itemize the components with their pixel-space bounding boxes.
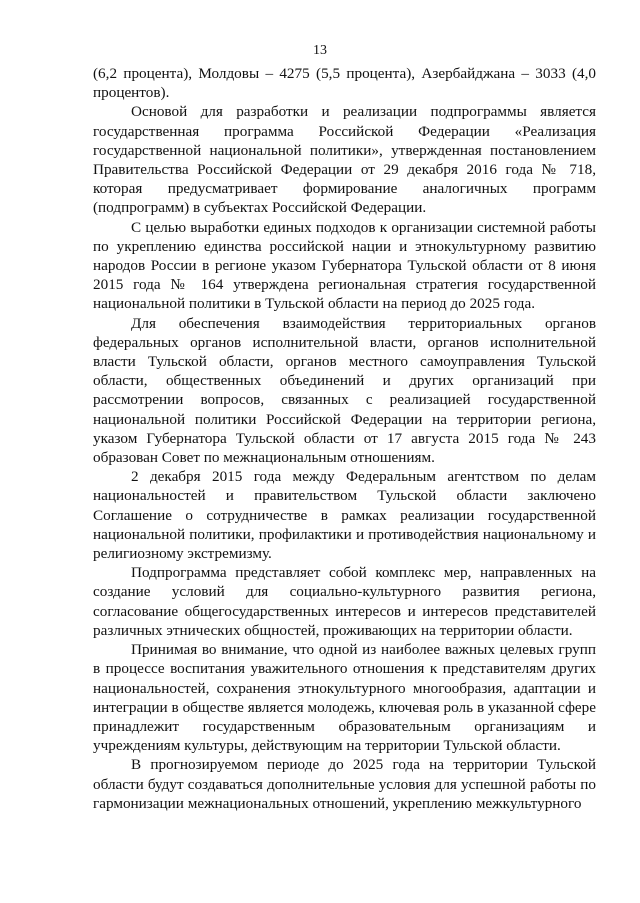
paragraph-forecast: В прогнозируемом периоде до 2025 года на территории Тульской области будут создаваться дополнительные условия для успешной работы по гармонизации межнациональных отношений, укреплению межкультурного [93,756,596,812]
paragraph-subprogram-definition: Подпрограмма представляет собой комплекс мер, направленных на создание условий для социально-культурного развития региона, согласование общегосударственных интересов и интересов представителей различных этнических общностей, проживающих на территории области. [93,564,596,639]
page-number: 13 [313,43,327,58]
document-body [93,64,596,813]
paragraph-program-basis: Основой для разработки и реализации подпрограммы является государственная программа Российской Федерации «Реализация государственной национальной политики», утвержденная постановлением Правительства Российской Федерации от 29 декабря 2016 года № 718, которая предусматривает формирование аналогичных программ (подпрограмм) в субъектах Российской Федерации. [93,103,596,217]
paragraph-youth: Принимая во внимание, что одной из наиболее важных целевых групп в процессе воспитания уважительного отношения к представителям других национальностей, сохранения этнокультурного многообразия, адаптации и интеграции в обществе является молодежь, ключевая роль в указанной сфере принадлежит государственным образовательным организациям и учреждениям культуры, действующим на территории Тульской области. [93,641,596,755]
paragraph-regional-strategy: С целью выработки единых подходов к организации системной работы по укреплению единства российской нации и этнокультурному развитию народов России в регионе указом Губернатора Тульской области от 8 июня 2015 года № 164 утверждена региональная стратегия государственной национальной политики в Тульской области на период до 2025 года. [93,218,596,313]
paragraph-council: Для обеспечения взаимодействия территориальных органов федеральных органов исполнительной власти, органов исполнительной власти Тульской области, органов местного самоуправления Тульской области, общественных объединений и других организаций при рассмотрении вопросов, связанных с реализацией государственной национальной политики Российской Федерации на территории региона, указом Губернатора Тульской области от 17 августа 2015 года № 243 образован Совет по межнациональным отношениям. [93,314,596,467]
paragraph-continuation: (6,2 процента), Молдовы – 4275 (5,5 процента), Азербайджана – 3033 (4,0 процентов). [93,65,596,102]
paragraph-agreement: 2 декабря 2015 года между Федеральным агентством по делам национальностей и правительством Тульской области заключено Соглашение о сотрудничестве в рамках реализации государственной национальной политики, профилактики и противодействия национальному и религиозному экстремизму. [93,468,596,563]
